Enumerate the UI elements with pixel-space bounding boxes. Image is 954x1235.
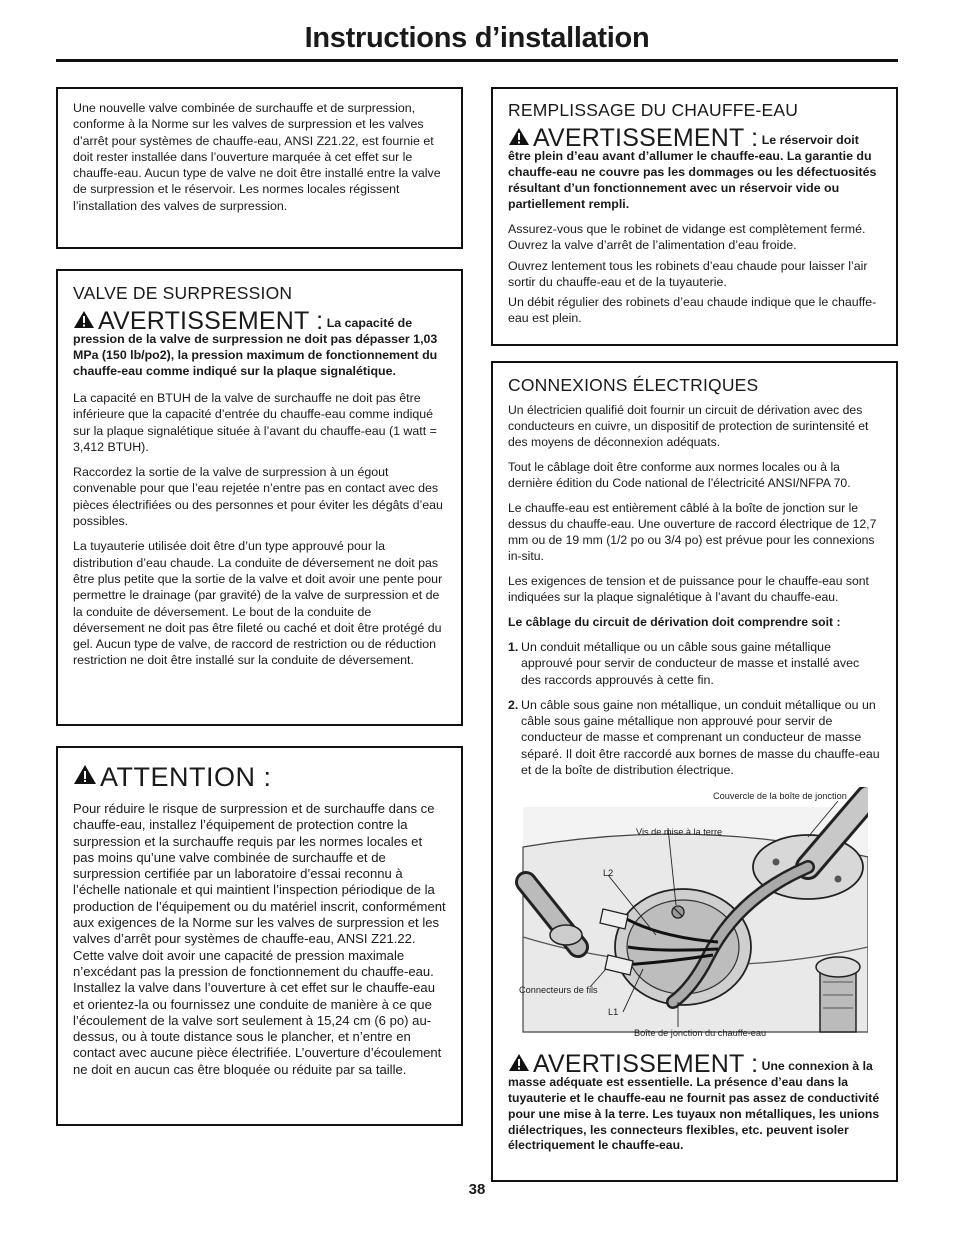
- electric-heading: CONNEXIONS ÉLECTRIQUES: [508, 375, 759, 395]
- label-ground-screw: Vis de mise à la terre: [636, 827, 723, 838]
- fill-box: [491, 87, 898, 346]
- attention-text: Pour réduire le risque de surpression et de surchauffe dans ce chauffe-eau, installez l’équipement de protection contre la surpression et la surchauffe requis par les normes locales et pas moins qu’une valve combinée de surchauffe et de surpression certifiée par un laboratoire d’essai reconnu à l’échelle nationale et qui maintient l’inspection périodique de la production de l’équipement ou du matériel inscrit, conformément aux exigences de la Norme sur les valves de surpression et les valves d’arrêt pour systèmes de chauffe-eau, ANSI Z21.22. Cette valve doit avoir une capacité de pression maximale n’excédant pas la pression de fonctionnement du chauffe-eau. Installez la valve dans l’ouverture à cet effet sur le chauffe-eau et orientez-la ou fournissez une conduite de manière à ce que l’écoulement de la valve sort seulement à 15,24 cm (6 po) au-dessus, ou à toute distance sous le plancher, et n’entre en contact avec aucune pièce électrifiée. L’ouverture d’écoulement ne doit en aucun cas être bloquée ou réduite par sa taille.: [73, 801, 446, 1077]
- fill-warning: [508, 124, 881, 212]
- electric-box: [491, 361, 898, 1182]
- ground-warning-word: AVERTISSEMENT :: [533, 1050, 759, 1079]
- valve-warning-text: La capacité de pression de la valve de surpression ne doit pas dépasser 1,03 MPa (150 lb/po2), la pression maximum de fonctionnement du chauffe-eau comme indiqué sur la plaque signalétique.: [73, 316, 438, 378]
- attention-word: ATTENTION :: [100, 762, 272, 792]
- valve-warning-word: AVERTISSEMENT :: [98, 307, 324, 335]
- wiring-options-list: [508, 639, 881, 778]
- intro-box: [56, 87, 463, 249]
- valve-warning: [73, 307, 446, 379]
- fill-p3: Un débit régulier des robinets d’eau chaude indique que le chauffe-eau est plein.: [508, 295, 877, 326]
- intro-text: Une nouvelle valve combinée de surchauffe et de surpression, conforme à la Norme sur les valves de surpression et les valves d’arrêt pour systèmes de chauffe-eau, ANSI Z21.22, est fournie et doit rester installée dans l’ouverture marquée à cet effet sur le chauffe-eau. Aucun type de valve ne doit être installé entre la valve de surpression et le réservoir. Les normes locales régissent l’installation des valves de surpression.: [73, 101, 441, 213]
- label-l2: L2: [603, 868, 614, 879]
- fill-p2: Ouvrez lentement tous les robinets d’eau chaude pour laisser l’air sortir du chauffe-eau et de la tuyauterie.: [508, 258, 868, 289]
- electric-p1: Un électricien qualifié doit fournir un circuit de dérivation avec des conducteurs en cuivre, un dispositif de protection de surintensité et des moyens de déconnexion adéquats.: [508, 403, 869, 449]
- ground-warning-text: Une connexion à la masse adéquate est essentielle. La présence d’eau dans la tuyauterie et le chauffe-eau ne fournit pas assez de conductivité pour une mise à la terre. Les tuyaux non métalliques, les unions diélectriques, les connecteurs flexibles, etc. peuvent isoler électriquement le chauffe-eau.: [508, 1059, 880, 1153]
- list-item: [508, 639, 881, 688]
- warning-icon: [508, 1053, 530, 1072]
- ground-warning: [508, 1050, 881, 1154]
- electric-p2: Tout le câblage doit être conforme aux normes locales ou à la dernière édition du Code national de l’électricité ANSI/NFPA 70.: [508, 460, 851, 490]
- list-item: [508, 697, 881, 778]
- attention-heading: [73, 762, 446, 793]
- valve-heading: VALVE DE SURPRESSION: [73, 283, 293, 303]
- list-item-text: Un câble sous gaine non métallique, un conduit métallique ou un câble sous gaine métallique non approuvé pour servir de conducteur de masse et comprenant un conducteur de masse séparé. Il doit être raccordé aux bornes de masse du chauffe-eau et de la boîte de distribution électrique.: [521, 697, 880, 778]
- fill-p1: Assurez-vous que le robinet de vidange est complètement fermé. Ouvrez la valve d’arrêt de l’alimentation d’eau froide.: [508, 222, 866, 253]
- title-rule: [56, 59, 898, 62]
- page-title: Instructions d’installation: [304, 22, 650, 54]
- label-junction-cover: Couvercle de la boîte de jonction: [713, 791, 847, 802]
- warning-icon: [73, 764, 97, 785]
- fill-heading: REMPLISSAGE DU CHAUFFE-EAU: [508, 100, 799, 120]
- electric-p3: Le chauffe-eau est entièrement câblé à la boîte de jonction sur le dessus du chauffe-eau. Une ouverture de raccord électrique de 12,7 mm ou de 19 mm (1/2 po ou 3/4 po) est prévue pour les connexions in-situ.: [508, 501, 877, 563]
- electric-list-heading: Le câblage du circuit de dérivation doit comprendre soit :: [508, 615, 841, 629]
- electric-p4: Les exigences de tension et de puissance pour le chauffe-eau sont indiquées sur la plaque signalétique à l’avant du chauffe-eau.: [508, 574, 869, 604]
- list-item-number: 1.: [508, 640, 519, 654]
- valve-p3: La tuyauterie utilisée doit être d’un type approuvé pour la distribution d’eau chaude. La conduite de déversement ne doit pas être plus petite que la sortie de la valve et doit avoir une pente pour permettre le drainage (par gravité) de la valve de surpression et de la conduite de déversement. Le bout de la conduite de déversement ne doit pas être fileté ou caché et doit être protégé du gel. Aucun type de valve, de raccord de restriction ou de réduction restriction ne doit être installé sur la conduite de déversement.: [73, 539, 443, 668]
- label-wire-connectors: Connecteurs de fils: [519, 985, 598, 996]
- junction-box-illustration: [508, 787, 868, 1045]
- label-l1: L1: [608, 1007, 619, 1018]
- list-item-number: 2.: [508, 697, 519, 712]
- label-junction-box: Boîte de jonction du chauffe-eau: [634, 1028, 767, 1039]
- list-item-text: Un conduit métallique ou un câble sous gaine métallique approuvé pour servir de conducteur de masse et installé avec des raccords approuvés à cette fin.: [521, 640, 860, 687]
- page-number: 38: [468, 1181, 486, 1198]
- fill-warning-text: Le réservoir doit être plein d’eau avant d’allumer le chauffe-eau. La garantie du chauffe-eau ne couvre pas les dommages ou les défectuosités résultant d’un fonctionnement avec un réservoir vide ou partiellement rempli.: [508, 133, 877, 211]
- warning-icon: [73, 310, 95, 329]
- fill-warning-word: AVERTISSEMENT :: [533, 124, 759, 152]
- warning-icon: [508, 127, 530, 146]
- junction-box-diagram: [508, 787, 868, 1045]
- attention-box: [56, 746, 463, 1126]
- valve-box: [56, 269, 463, 726]
- valve-p1: La capacité en BTUH de la valve de surchauffe ne doit pas être inférieure que la capacité d’entrée du chauffe-eau comme indiqué sur la plaque signalétique située à l’avant du chauffe-eau (1 watt = 3,412 BTUH).: [73, 391, 437, 454]
- valve-p2: Raccordez la sortie de la valve de surpression à un égout convenable pour que l’eau rejetée n’entre pas en contact avec des pièces électrifiées ou des personnes et pour éviter les dégâts d’eau possibles.: [73, 465, 443, 529]
